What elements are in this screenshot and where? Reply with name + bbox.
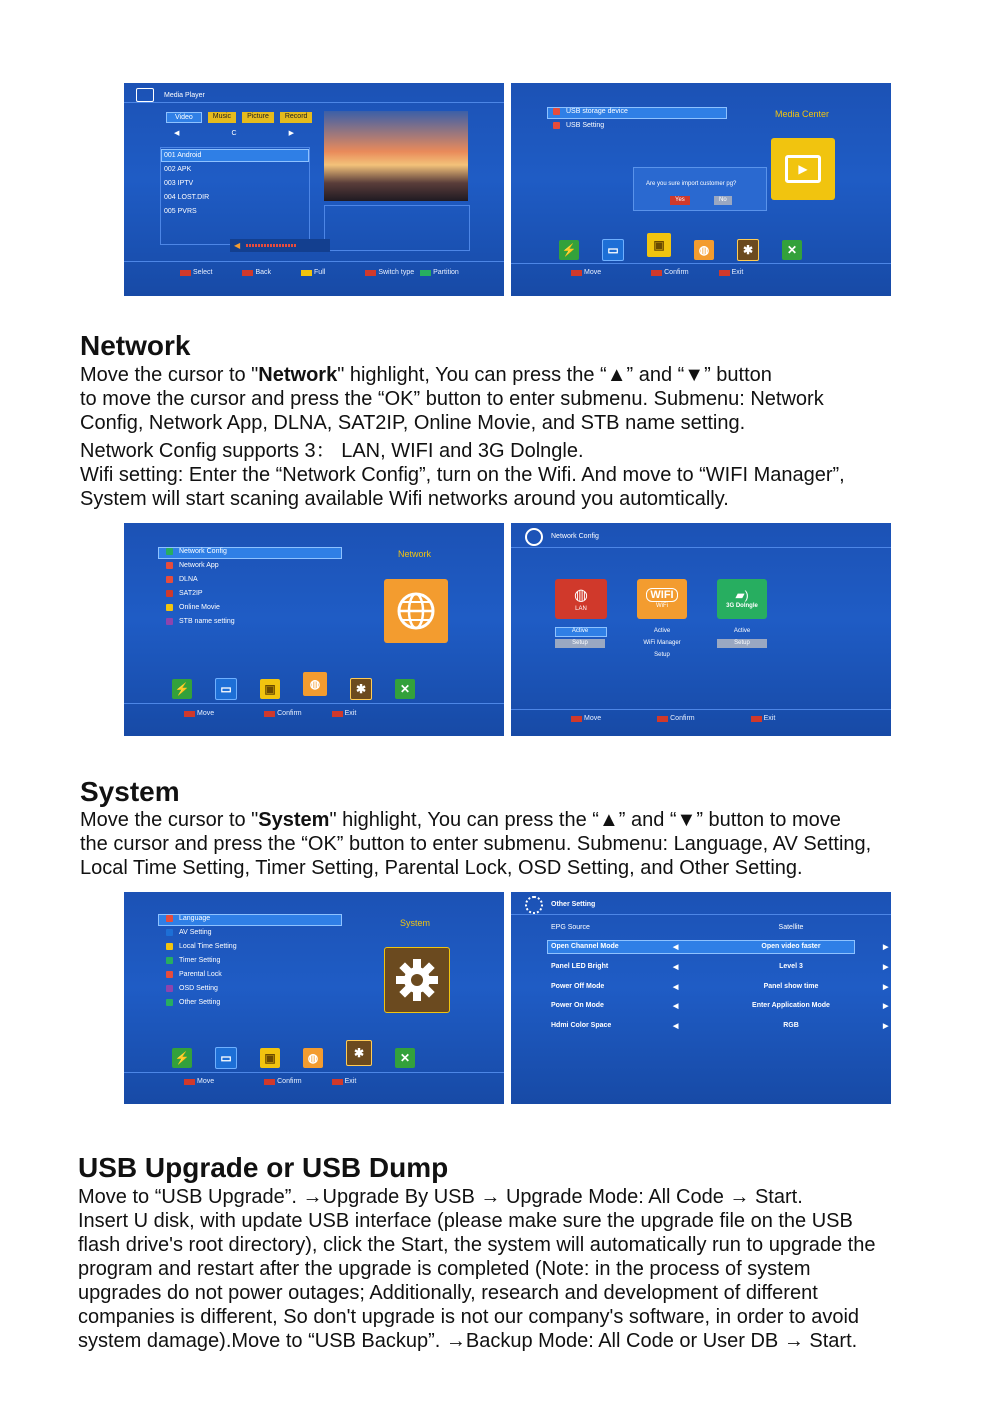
left-arrow-icon[interactable]: ◀ bbox=[673, 963, 679, 971]
network-config-screenshot bbox=[511, 523, 891, 736]
section-center-title: Media Center bbox=[775, 109, 830, 119]
footer-switch-type: Switch type bbox=[378, 269, 415, 276]
preview-info-box bbox=[324, 205, 470, 251]
no-button[interactable]: No bbox=[714, 196, 732, 205]
volume-bar[interactable] bbox=[230, 239, 330, 252]
left-arrow-icon[interactable]: ◀ bbox=[673, 983, 679, 991]
settings-row-panel-led[interactable]: Panel LED Bright ◀ Level 3 ▶ bbox=[551, 963, 889, 971]
volume-icon: ◀ bbox=[234, 241, 241, 250]
footer-full: Full bbox=[314, 269, 326, 276]
network-icon[interactable]: ◍ bbox=[694, 240, 714, 260]
gear-icon bbox=[525, 896, 543, 914]
menu-item-parental-lock[interactable]: Parental Lock bbox=[166, 971, 222, 978]
settings-row-hdmi-color[interactable]: Hdmi Color Space ◀ RGB ▶ bbox=[551, 1022, 889, 1030]
list-item[interactable]: 002 APK bbox=[164, 166, 192, 173]
footer-move: Move bbox=[584, 715, 602, 722]
usb-paragraph: Move to “USB Upgrade”. →Upgrade By USB → Upgrade Mode: All Code → Start. Insert U disk, with update USB interface (please make sure the upgrade file on the USB flash drive's root directory), click the Start, the system will automatically run to upgrade the program and restart after the upgrade is completed (Note: in the process of system upgrades do not power outages; Additionally, research and development of different companies is different, So don't upgrade is not our company's software, in order to avoid system damage).Move to “USB Backup”. →Backup Mode: All Code or User DB → Start. bbox=[78, 1186, 876, 1352]
tools-icon[interactable]: ✕ bbox=[395, 679, 415, 699]
left-arrow-icon[interactable]: ◀ bbox=[673, 1002, 679, 1010]
wifi-setup-button[interactable]: Setup bbox=[654, 652, 670, 658]
wifi-tile[interactable]: WIFI WiFi bbox=[637, 579, 687, 619]
section-center-title: Network bbox=[398, 549, 432, 559]
menu-item-other-setting[interactable]: Other Setting bbox=[166, 999, 220, 1006]
footer-confirm: Confirm bbox=[670, 715, 695, 722]
media-center-icon: ▶ bbox=[771, 138, 835, 200]
settings-row-power-off[interactable]: Power Off Mode ◀ Panel show time ▶ bbox=[551, 983, 889, 991]
right-arrow-icon[interactable]: ▶ bbox=[883, 1002, 889, 1010]
media-player-screenshot bbox=[124, 83, 504, 296]
confirm-dialog bbox=[633, 167, 767, 211]
satellite-icon[interactable]: ⚡ bbox=[559, 240, 579, 260]
network-heading: Network bbox=[80, 330, 191, 361]
right-arrow-icon[interactable]: ▶ bbox=[883, 983, 889, 991]
page-title: Other Setting bbox=[551, 901, 596, 908]
network-icon[interactable]: ◍ bbox=[303, 1048, 323, 1068]
wifi-status: Active bbox=[653, 628, 671, 634]
satellite-icon[interactable]: ⚡ bbox=[172, 679, 192, 699]
3g-dongle-tile[interactable]: ▰) 3G Dolngle bbox=[717, 579, 767, 619]
settings-row-open-channel[interactable]: Open Channel Mode ◀ Open video faster ▶ bbox=[551, 943, 889, 951]
menu-item-sat2ip[interactable]: SAT2IP bbox=[166, 590, 203, 597]
network-menu-screenshot bbox=[124, 523, 504, 736]
footer-confirm: Confirm bbox=[277, 1078, 302, 1085]
epg-source-row: EPG Source Satellite bbox=[551, 924, 804, 931]
tv-icon[interactable]: ▭ bbox=[215, 1047, 237, 1069]
menu-item-timer[interactable]: Timer Setting bbox=[166, 957, 220, 964]
tab-record[interactable]: Record bbox=[280, 112, 313, 123]
right-arrow-icon[interactable]: ▶ bbox=[883, 943, 889, 951]
media-icon[interactable]: ▣ bbox=[260, 679, 280, 699]
footer-move: Move bbox=[197, 710, 215, 717]
tools-icon[interactable]: ✕ bbox=[395, 1048, 415, 1068]
media-icon[interactable]: ▣ bbox=[260, 1048, 280, 1068]
footer-exit: Exit bbox=[763, 715, 776, 722]
gear-icon[interactable]: ✱ bbox=[346, 1040, 372, 1066]
usb-heading: USB Upgrade or USB Dump bbox=[78, 1152, 449, 1183]
footer-confirm: Confirm bbox=[277, 710, 302, 717]
tools-icon[interactable]: ✕ bbox=[782, 240, 802, 260]
next-arrow-icon[interactable]: ▶ bbox=[288, 130, 294, 137]
left-arrow-icon[interactable]: ◀ bbox=[673, 1022, 679, 1030]
tv-icon[interactable]: ▭ bbox=[215, 678, 237, 700]
footer-exit: Exit bbox=[344, 1078, 357, 1085]
system-paragraph: Move the cursor to "System" highlight, You can press the “▲” and “▼” button to move the cursor and press the “OK” button to enter submenu. Submenu: Language, AV Setting, Local Time Setting, Timer Setting, Parental Lock, OSD Setting, and Other Setting. bbox=[80, 809, 872, 879]
list-item[interactable]: 001 Android bbox=[164, 152, 202, 159]
path-label: C bbox=[231, 130, 237, 137]
menu-item-av-setting[interactable]: AV Setting bbox=[166, 929, 212, 936]
wifi-badge: WIFI bbox=[646, 588, 677, 602]
footer-confirm: Confirm bbox=[664, 269, 689, 276]
settings-row-power-on[interactable]: Power On Mode ◀ Enter Application Mode ▶ bbox=[551, 1002, 889, 1010]
preview-image bbox=[324, 111, 468, 201]
dialog-text: Are you sure import customer pg? bbox=[646, 181, 737, 187]
footer-exit: Exit bbox=[344, 710, 357, 717]
left-arrow-icon[interactable]: ◀ bbox=[673, 943, 679, 951]
list-item[interactable]: 005 PVRS bbox=[164, 208, 197, 215]
tab-music[interactable]: Music bbox=[208, 112, 236, 123]
network-icon[interactable]: ◍ bbox=[303, 672, 327, 696]
wifi-manager-button[interactable]: WiFi Manager bbox=[643, 640, 681, 646]
yes-button[interactable]: Yes bbox=[670, 196, 690, 205]
tab-picture[interactable]: Picture bbox=[242, 112, 274, 123]
right-arrow-icon[interactable]: ▶ bbox=[883, 963, 889, 971]
menu-item-language[interactable]: Language bbox=[166, 915, 210, 922]
gear-icon bbox=[384, 947, 450, 1013]
media-tabs bbox=[166, 112, 312, 123]
path-bar bbox=[174, 129, 294, 138]
media-icon bbox=[136, 88, 154, 102]
gear-icon[interactable]: ✱ bbox=[350, 678, 372, 700]
system-menu-screenshot bbox=[124, 892, 504, 1104]
footer-move: Move bbox=[197, 1078, 215, 1085]
network-paragraph: Move the cursor to "Network" highlight, You can press the “▲” and “▼” button to move the cursor and press the “OK” button to enter submenu. Submenu: Network Config, Network App, DLNA, SAT2IP, Online Movie, and STB name setting. Network Config supports 3： LAN, WIFI and 3G Dolngle. Wifi setting: Enter the “Network Config”, turn on the Wifi. And move to “WIFI Manager”, System will start scaning available Wifi networks around you automtically. bbox=[80, 364, 845, 510]
lan-globe-icon: ◍ bbox=[574, 586, 588, 604]
menu-item-network-config[interactable]: Network Config bbox=[166, 548, 227, 555]
menu-item-online-movie[interactable]: Online Movie bbox=[166, 604, 220, 611]
menu-item-usb-storage[interactable]: USB storage device bbox=[553, 108, 628, 115]
footer-select: Select bbox=[193, 269, 213, 276]
footer-partition: Partition bbox=[433, 269, 459, 276]
prev-arrow-icon[interactable]: ◀ bbox=[174, 130, 180, 137]
tv-icon[interactable]: ▭ bbox=[602, 239, 624, 261]
section-center-title: System bbox=[400, 918, 431, 928]
3g-setup-button[interactable]: Setup bbox=[717, 639, 767, 648]
lan-status: Active bbox=[571, 628, 589, 634]
file-list bbox=[160, 147, 310, 245]
satellite-icon[interactable]: ⚡ bbox=[172, 1048, 192, 1068]
globe-icon bbox=[384, 579, 448, 643]
system-heading: System bbox=[80, 776, 180, 807]
list-item[interactable]: 003 IPTV bbox=[164, 180, 194, 187]
page-title: Network Config bbox=[551, 533, 599, 540]
menu-item-stb-name[interactable]: STB name setting bbox=[166, 618, 235, 625]
media-icon[interactable]: ▣ bbox=[647, 233, 671, 257]
dongle-icon: ▰) bbox=[735, 587, 749, 602]
media-title: Media Player bbox=[164, 92, 205, 99]
3g-status: Active bbox=[733, 628, 751, 634]
menu-item-osd[interactable]: OSD Setting bbox=[166, 985, 218, 992]
menu-item-usb-setting[interactable]: USB Setting bbox=[553, 122, 604, 129]
footer-exit: Exit bbox=[731, 269, 744, 276]
gear-icon[interactable]: ✱ bbox=[737, 239, 759, 261]
media-center-screenshot bbox=[511, 83, 891, 296]
lan-setup-button[interactable]: Setup bbox=[555, 639, 605, 648]
lan-tile[interactable]: ◍ LAN bbox=[555, 579, 607, 619]
globe-icon bbox=[525, 528, 543, 546]
tab-video[interactable]: Video bbox=[166, 112, 202, 123]
menu-item-dlna[interactable]: DLNA bbox=[166, 576, 198, 583]
list-item[interactable]: 004 LOST.DIR bbox=[164, 194, 210, 201]
other-setting-screenshot bbox=[511, 892, 891, 1104]
right-arrow-icon[interactable]: ▶ bbox=[883, 1022, 889, 1030]
menu-item-network-app[interactable]: Network App bbox=[166, 562, 219, 569]
footer-move: Move bbox=[584, 269, 602, 276]
footer-back: Back bbox=[255, 269, 272, 276]
menu-item-local-time[interactable]: Local Time Setting bbox=[166, 943, 237, 950]
